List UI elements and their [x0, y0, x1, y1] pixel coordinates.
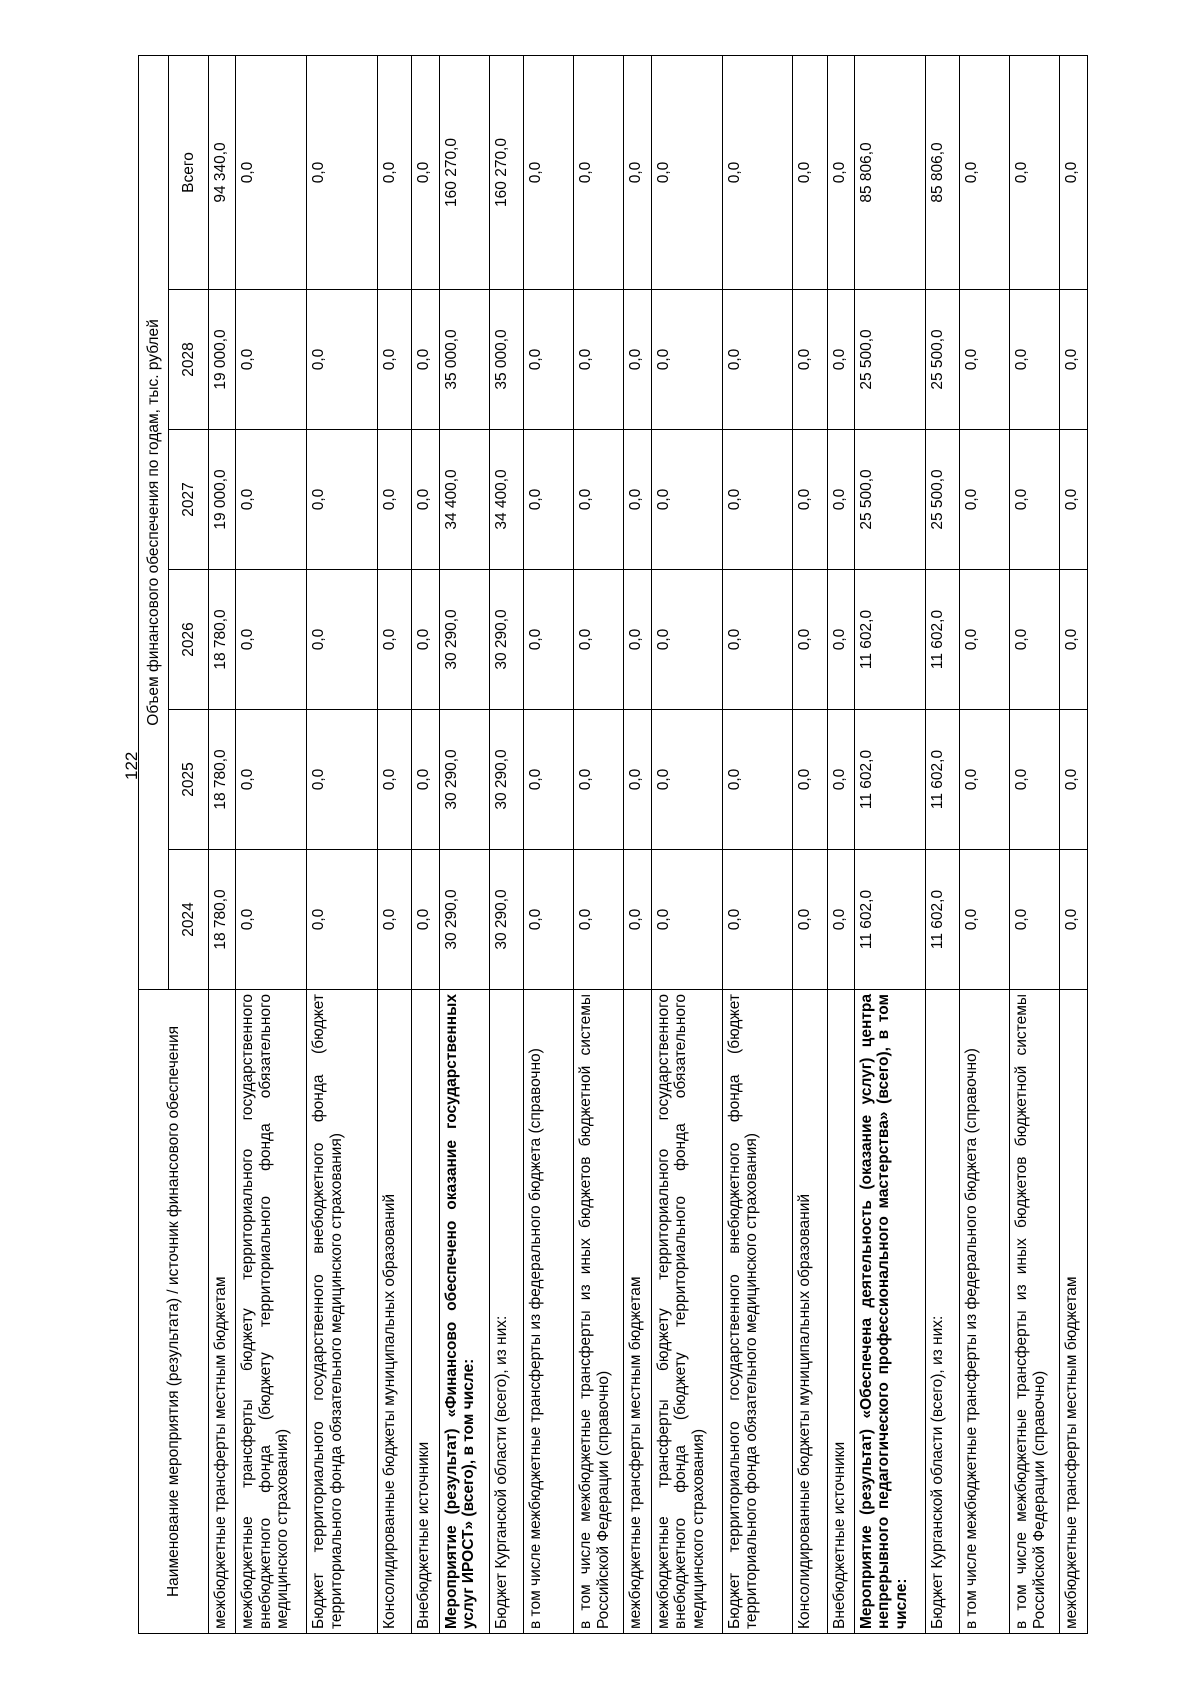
row-total-cell: 0,0 [722, 55, 793, 289]
row-name-cell: межбюджетные трансферты местным бюджетам [209, 990, 236, 1634]
row-total-cell: 0,0 [377, 55, 411, 289]
row-name-cell: межбюджетные трансферты местным бюджетам [624, 990, 651, 1634]
row-value-cell: 0,0 [412, 570, 439, 710]
row-value-cell: 0,0 [574, 570, 624, 710]
row-value-cell: 11 602,0 [854, 710, 925, 850]
row-value-cell: 0,0 [377, 430, 411, 570]
header-year-2027: 2027 [169, 430, 209, 570]
row-value-cell: 0,0 [524, 850, 574, 990]
row-value-cell: 0,0 [377, 710, 411, 850]
row-value-cell: 11 602,0 [925, 570, 959, 710]
row-name-cell: в том числе межбюджетные трансферты из федерального бюджета (справочно) [959, 990, 1009, 1634]
financing-table [138, 55, 1088, 1634]
header-year-2024: 2024 [169, 850, 209, 990]
row-total-cell: 0,0 [827, 55, 854, 289]
table-row [925, 55, 959, 1633]
row-value-cell: 0,0 [412, 290, 439, 430]
row-value-cell: 11 602,0 [854, 850, 925, 990]
table-row [793, 55, 827, 1633]
row-value-cell: 19 000,0 [209, 290, 236, 430]
header-name: Наименование мероприятия (результата) / источник финансового обеспечения [139, 990, 209, 1634]
row-value-cell: 19 000,0 [209, 430, 236, 570]
row-value-cell: 0,0 [236, 430, 307, 570]
row-value-cell: 30 290,0 [489, 570, 523, 710]
row-value-cell: 0,0 [722, 290, 793, 430]
table-row [236, 55, 307, 1633]
row-value-cell: 0,0 [651, 850, 722, 990]
row-value-cell: 0,0 [1010, 710, 1060, 850]
row-value-cell: 0,0 [524, 710, 574, 850]
row-value-cell: 18 780,0 [209, 570, 236, 710]
row-name-cell: в том числе межбюджетные трансферты из иных бюджетов бюджетной системы Российской Федерации (справочно) [574, 990, 624, 1634]
row-value-cell: 34 400,0 [439, 430, 489, 570]
row-value-cell: 25 500,0 [854, 430, 925, 570]
row-value-cell: 0,0 [624, 850, 651, 990]
header-year-2025: 2025 [169, 710, 209, 850]
row-name-cell: Бюджет территориального государственного внебюджетного фонда (бюджет территориального фонда обязательного медицинского страхования) [722, 990, 793, 1634]
row-value-cell: 0,0 [307, 430, 378, 570]
row-value-cell: 0,0 [377, 850, 411, 990]
row-value-cell: 0,0 [624, 710, 651, 850]
row-value-cell: 0,0 [959, 710, 1009, 850]
row-name-cell: Внебюджетные источники [412, 990, 439, 1634]
row-total-cell: 0,0 [959, 55, 1009, 289]
row-value-cell: 0,0 [1060, 290, 1088, 430]
row-name-cell: в том числе межбюджетные трансферты из иных бюджетов бюджетной системы Российской Федерации (справочно) [1010, 990, 1060, 1634]
row-name-cell: Консолидированные бюджеты муниципальных образований [793, 990, 827, 1634]
row-value-cell: 0,0 [1060, 430, 1088, 570]
row-name-cell: Консолидированные бюджеты муниципальных образований [377, 990, 411, 1634]
row-value-cell: 0,0 [651, 290, 722, 430]
table-row [439, 55, 489, 1633]
rotated-page [138, 56, 1088, 1634]
row-value-cell: 0,0 [793, 430, 827, 570]
row-value-cell: 0,0 [1010, 570, 1060, 710]
row-name-cell: Бюджет Курганской области (всего), из них: [925, 990, 959, 1634]
row-value-cell: 30 290,0 [489, 850, 523, 990]
row-value-cell: 25 500,0 [925, 290, 959, 430]
row-value-cell: 0,0 [574, 850, 624, 990]
row-value-cell: 0,0 [1060, 850, 1088, 990]
row-value-cell: 0,0 [827, 290, 854, 430]
row-value-cell: 0,0 [1060, 710, 1088, 850]
table-row [209, 55, 236, 1633]
row-total-cell: 94 340,0 [209, 55, 236, 289]
row-total-cell: 0,0 [1060, 55, 1088, 289]
row-value-cell: 0,0 [959, 850, 1009, 990]
row-value-cell: 0,0 [651, 430, 722, 570]
row-value-cell: 0,0 [307, 570, 378, 710]
row-total-cell: 85 806,0 [854, 55, 925, 289]
row-total-cell: 85 806,0 [925, 55, 959, 289]
row-value-cell: 0,0 [1060, 570, 1088, 710]
row-value-cell: 0,0 [574, 710, 624, 850]
table-row [574, 55, 624, 1633]
row-name-cell: Мероприятие (результат) «Обеспечена деятельность (оказание услуг) центра непрерывного педагогического профессионального мастерства» (всего), в том числе: [854, 990, 925, 1634]
row-name-cell: межбюджетные трансферты местным бюджетам [1060, 990, 1088, 1634]
row-value-cell: 25 500,0 [854, 290, 925, 430]
row-value-cell: 0,0 [959, 570, 1009, 710]
row-name-cell: в том числе межбюджетные трансферты из федерального бюджета (справочно) [524, 990, 574, 1634]
row-value-cell: 0,0 [624, 570, 651, 710]
header-total: Всего [169, 55, 209, 289]
table-row [827, 55, 854, 1633]
row-total-cell: 160 270,0 [439, 55, 489, 289]
row-value-cell: 0,0 [307, 710, 378, 850]
row-value-cell: 0,0 [827, 430, 854, 570]
row-value-cell: 0,0 [959, 430, 1009, 570]
row-value-cell: 34 400,0 [489, 430, 523, 570]
row-value-cell: 0,0 [524, 430, 574, 570]
header-volume: Объем финансового обеспечения по годам, тыс. рублей [139, 55, 169, 989]
table-row [624, 55, 651, 1633]
row-value-cell: 0,0 [1010, 430, 1060, 570]
row-value-cell: 18 780,0 [209, 850, 236, 990]
table-row [959, 55, 1009, 1633]
row-value-cell: 11 602,0 [854, 570, 925, 710]
row-total-cell: 0,0 [236, 55, 307, 289]
table-row [1010, 55, 1060, 1633]
row-value-cell: 0,0 [793, 290, 827, 430]
row-total-cell: 0,0 [412, 55, 439, 289]
table-row [377, 55, 411, 1633]
table-body [209, 55, 1088, 1633]
table-row [524, 55, 574, 1633]
row-total-cell: 160 270,0 [489, 55, 523, 289]
row-value-cell: 0,0 [651, 710, 722, 850]
row-value-cell: 0,0 [574, 290, 624, 430]
row-value-cell: 0,0 [793, 850, 827, 990]
row-name-cell: межбюджетные трансферты бюджету территориального государственного внебюджетного фонда (бюджету территориального фонда обязательного медицинского страхования) [651, 990, 722, 1634]
row-total-cell: 0,0 [574, 55, 624, 289]
row-value-cell: 0,0 [651, 570, 722, 710]
row-value-cell: 30 290,0 [439, 710, 489, 850]
row-value-cell: 0,0 [377, 290, 411, 430]
table-row [854, 55, 925, 1633]
row-value-cell: 0,0 [722, 570, 793, 710]
row-value-cell: 0,0 [793, 710, 827, 850]
row-value-cell: 18 780,0 [209, 710, 236, 850]
row-value-cell: 11 602,0 [925, 710, 959, 850]
row-total-cell: 0,0 [307, 55, 378, 289]
row-value-cell: 0,0 [827, 850, 854, 990]
row-value-cell: 35 000,0 [489, 290, 523, 430]
table-row [412, 55, 439, 1633]
row-value-cell: 0,0 [412, 850, 439, 990]
row-name-cell: Мероприятие (результат) «Финансово обеспечено оказание государственных услуг ИРОСТ» (всего), в том числе: [439, 990, 489, 1634]
row-value-cell: 0,0 [1010, 850, 1060, 990]
row-total-cell: 0,0 [1010, 55, 1060, 289]
row-name-cell: межбюджетные трансферты бюджету территориального государственного внебюджетного фонда (бюджету территориального фонда обязательного медицинского страхования) [236, 990, 307, 1634]
page-number: 122 [122, 751, 141, 780]
row-value-cell: 0,0 [377, 570, 411, 710]
row-value-cell: 30 290,0 [439, 570, 489, 710]
row-total-cell: 0,0 [524, 55, 574, 289]
row-value-cell: 0,0 [827, 570, 854, 710]
row-value-cell: 0,0 [412, 710, 439, 850]
row-total-cell: 0,0 [793, 55, 827, 289]
row-total-cell: 0,0 [624, 55, 651, 289]
row-value-cell: 11 602,0 [925, 850, 959, 990]
row-value-cell: 0,0 [722, 710, 793, 850]
row-value-cell: 0,0 [524, 570, 574, 710]
row-name-cell: Бюджет территориального государственного внебюджетного фонда (бюджет территориального фонда обязательного медицинского страхования) [307, 990, 378, 1634]
row-value-cell: 0,0 [574, 430, 624, 570]
row-value-cell: 30 290,0 [489, 710, 523, 850]
row-value-cell: 0,0 [524, 290, 574, 430]
row-value-cell: 30 290,0 [439, 850, 489, 990]
row-value-cell: 35 000,0 [439, 290, 489, 430]
row-value-cell: 0,0 [307, 850, 378, 990]
table-row [1060, 55, 1088, 1633]
row-value-cell: 25 500,0 [925, 430, 959, 570]
row-value-cell: 0,0 [722, 430, 793, 570]
row-value-cell: 0,0 [412, 430, 439, 570]
table-row [307, 55, 378, 1633]
row-total-cell: 0,0 [651, 55, 722, 289]
row-value-cell: 0,0 [236, 850, 307, 990]
table-row [651, 55, 722, 1633]
table-row [722, 55, 793, 1633]
table-row [489, 55, 523, 1633]
row-value-cell: 0,0 [827, 710, 854, 850]
row-value-cell: 0,0 [236, 290, 307, 430]
row-value-cell: 0,0 [624, 290, 651, 430]
header-year-2026: 2026 [169, 570, 209, 710]
row-value-cell: 0,0 [1010, 290, 1060, 430]
row-name-cell: Внебюджетные источники [827, 990, 854, 1634]
row-value-cell: 0,0 [722, 850, 793, 990]
row-value-cell: 0,0 [624, 430, 651, 570]
row-name-cell: Бюджет Курганской области (всего), из них: [489, 990, 523, 1634]
row-value-cell: 0,0 [236, 710, 307, 850]
row-value-cell: 0,0 [959, 290, 1009, 430]
header-year-2028: 2028 [169, 290, 209, 430]
row-value-cell: 0,0 [793, 570, 827, 710]
row-value-cell: 0,0 [307, 290, 378, 430]
row-value-cell: 0,0 [236, 570, 307, 710]
